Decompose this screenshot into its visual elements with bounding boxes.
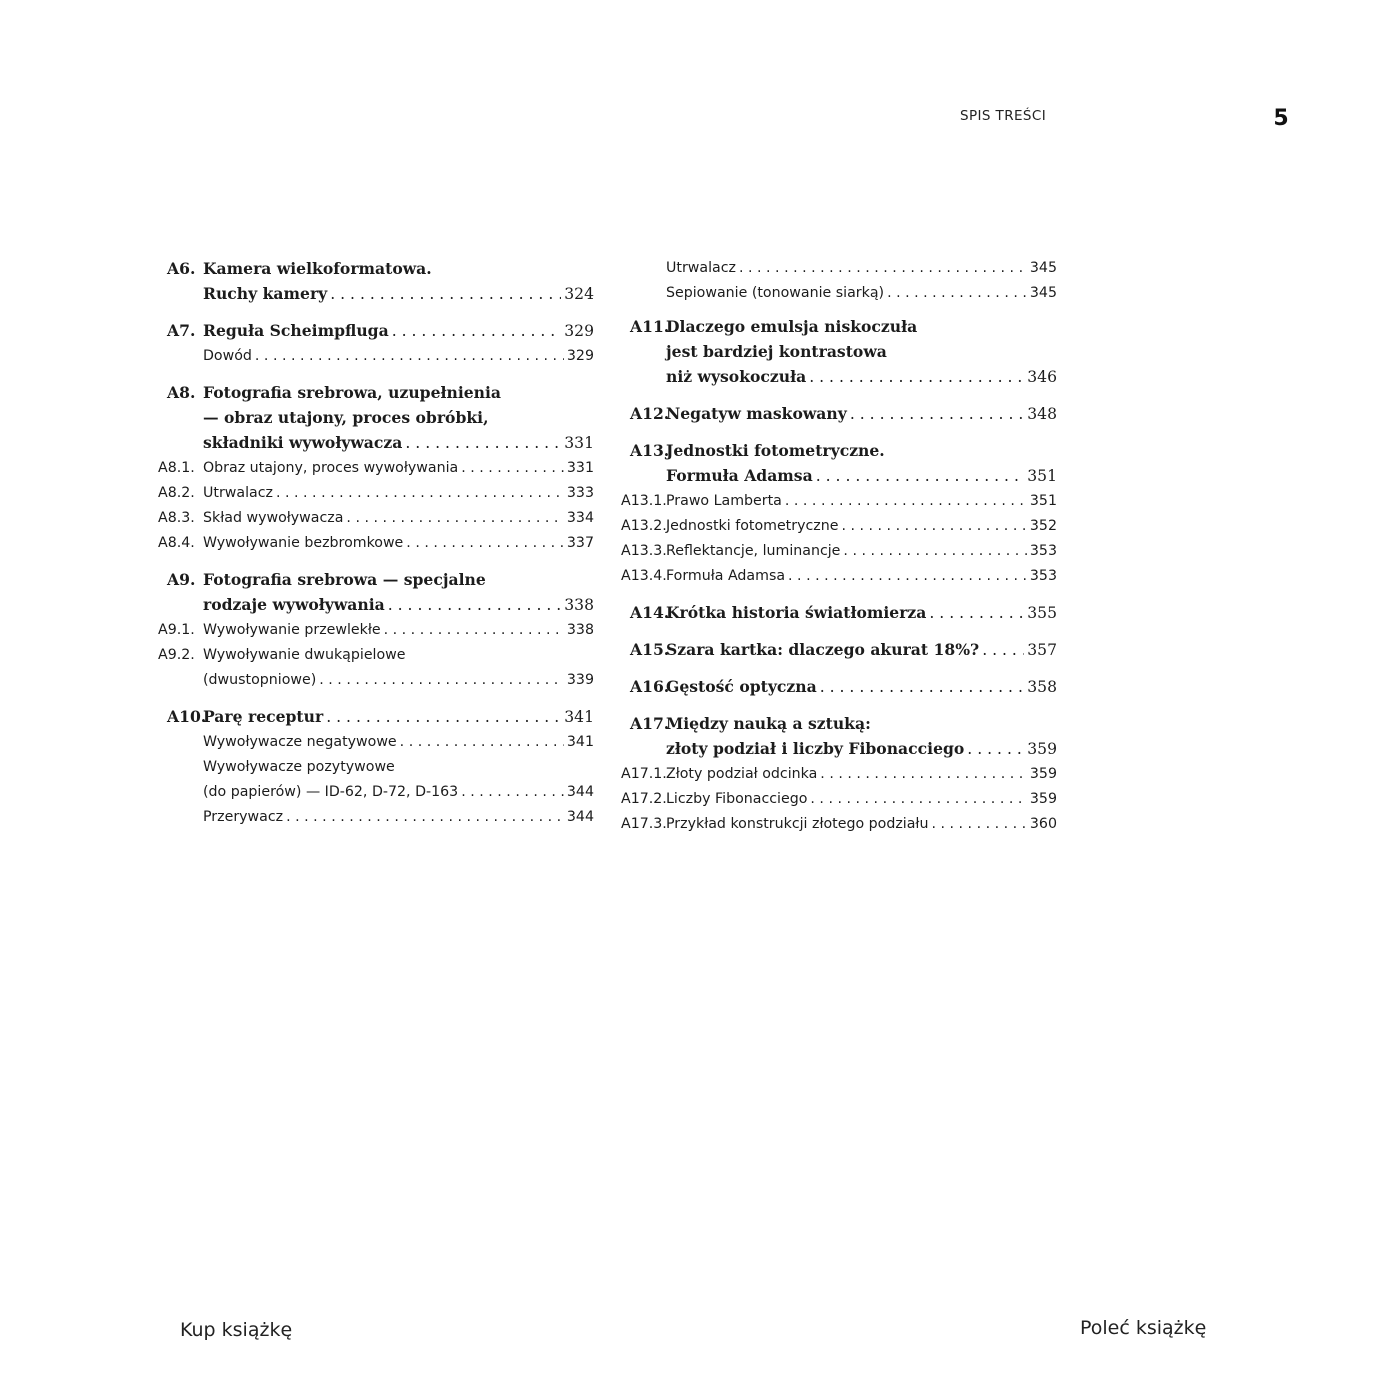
toc-entry-number: A8.2. (158, 485, 195, 501)
toc-entry-number: A9.1. (158, 622, 195, 638)
dot-leader (788, 564, 1027, 589)
toc-page-number: 341 (564, 708, 594, 726)
toc-left-column (158, 256, 594, 830)
toc-entry-title: (do papierów) — ID-62, D-72, D-163 (203, 784, 459, 800)
toc-entry-number: A17. (630, 714, 670, 733)
toc-entry-title: Wywoływacze negatywowe (203, 734, 397, 750)
toc-entry-a14[interactable] (621, 600, 1057, 626)
dot-leader (931, 812, 1026, 837)
toc-entry-number: A8.4. (158, 535, 195, 551)
dot-leader (276, 481, 564, 506)
toc-entry-title: Fotografia srebrowa, uzupełnienia (203, 383, 502, 402)
toc-entry-title: Wywoływanie bezbromkowe (203, 535, 404, 551)
toc-page-number: 359 (1029, 766, 1057, 782)
toc-entry-a8[interactable] (158, 380, 594, 456)
toc-page-number: 329 (566, 348, 594, 364)
toc-entry-title: Wywoływacze pozytywowe (203, 759, 395, 775)
toc-entry-number: A17.3. (621, 816, 667, 832)
toc-subentry[interactable] (158, 730, 594, 755)
dot-leader (406, 531, 564, 556)
toc-entry-a6[interactable] (158, 256, 594, 307)
toc-entry-title: jest bardziej kontrastowa (666, 342, 887, 361)
toc-entry-title: Utrwalacz (203, 485, 273, 501)
toc-subentry[interactable] (158, 805, 594, 830)
dot-leader (820, 762, 1027, 787)
dot-leader (887, 281, 1027, 306)
toc-entry-number: A17.1. (621, 766, 667, 782)
toc-entry-title: Wywoływanie przewlekłe (203, 622, 381, 638)
dot-leader (405, 431, 561, 456)
toc-page-number: 357 (1027, 641, 1057, 659)
toc-subentry[interactable] (621, 281, 1057, 306)
toc-entry-title: Liczby Fibonacciego (666, 791, 808, 807)
toc-entry-number: A13.3. (621, 543, 667, 559)
toc-page-number: 348 (1027, 405, 1057, 423)
dot-leader (967, 737, 1024, 762)
toc-entry-title: Utrwalacz (666, 260, 736, 276)
toc-page-number: 353 (1029, 568, 1057, 584)
dot-leader (286, 805, 564, 830)
toc-entry-title: Wywoływanie dwukąpielowe (203, 647, 406, 663)
toc-entry-a7[interactable] (158, 318, 594, 344)
toc-entry-title: (dwustopniowe) (203, 672, 317, 688)
toc-entry-title: Złoty podział odcinka (666, 766, 818, 782)
running-header: SPIS TREŚCI (960, 108, 1047, 124)
toc-entry-title: — obraz utajony, proces obróbki, (203, 408, 489, 427)
toc-entry-number: A9. (167, 570, 196, 589)
toc-subentry[interactable] (158, 506, 594, 531)
toc-entry-a15[interactable] (621, 637, 1057, 663)
toc-page-number: 359 (1027, 740, 1057, 758)
toc-entry-number: A15. (630, 640, 670, 659)
toc-entry-number: A8. (167, 383, 196, 402)
toc-entry-title: Dlaczego emulsja niskoczuła (666, 317, 918, 336)
toc-page-number: 345 (1029, 260, 1057, 276)
toc-entry-title: Fotografia srebrowa — specjalne (203, 570, 486, 589)
dot-leader (929, 601, 1024, 626)
toc-subentry[interactable] (158, 618, 594, 643)
recommend-book-link[interactable]: Poleć książkę (1080, 1317, 1207, 1339)
dot-leader (841, 514, 1026, 539)
toc-entry-title: Sepiowanie (tonowanie siarką) (666, 285, 885, 301)
dot-leader (326, 705, 561, 730)
toc-page-number: 331 (566, 460, 594, 476)
toc-entry-title: Reflektancje, luminancje (666, 543, 841, 559)
toc-page-number: 353 (1029, 543, 1057, 559)
toc-entry-number: A13. (630, 441, 670, 460)
toc-page-number: 337 (566, 535, 594, 551)
toc-entry-title: Kamera wielkoformatowa. (203, 259, 432, 278)
toc-page-number: 344 (566, 809, 594, 825)
dot-leader (400, 730, 564, 755)
toc-entry-number: A7. (167, 321, 196, 340)
toc-entry-title: Przerywacz (203, 809, 284, 825)
toc-page-number: 329 (564, 322, 594, 340)
toc-entry-title: Parę receptur (203, 707, 324, 726)
dot-leader (319, 668, 564, 693)
dot-leader (384, 618, 564, 643)
dot-leader (810, 787, 1027, 812)
toc-subentry[interactable] (158, 456, 594, 481)
toc-entry-a12[interactable] (621, 401, 1057, 427)
toc-page-number: 359 (1029, 791, 1057, 807)
toc-entry-number: A13.2. (621, 518, 667, 534)
toc-entry-number: A13.4. (621, 568, 667, 584)
toc-subentry[interactable] (621, 762, 1057, 787)
toc-entry-title: Gęstość optyczna (666, 677, 817, 696)
toc-page-number: 351 (1029, 493, 1057, 509)
dot-leader (820, 675, 1025, 700)
toc-entry-number: A12. (630, 404, 670, 423)
toc-entry-title: Negatyw maskowany (666, 404, 847, 423)
dot-leader (255, 344, 564, 369)
toc-entry-title: Formuła Adamsa (666, 466, 813, 485)
toc-page-number: 338 (564, 596, 594, 614)
toc-subentry[interactable] (158, 531, 594, 556)
toc-entry-number: A6. (167, 259, 196, 278)
toc-entry-title: Ruchy kamery (203, 284, 328, 303)
toc-right-column (621, 256, 1057, 837)
toc-entry-a9[interactable] (158, 567, 594, 618)
toc-entry-title: Prawo Lamberta (666, 493, 782, 509)
toc-entry-title: złoty podział i liczby Fibonacciego (666, 739, 965, 758)
toc-subentry[interactable] (621, 564, 1057, 589)
toc-entry-title: Skład wywoływacza (203, 510, 344, 526)
toc-entry-number: A9.2. (158, 647, 195, 663)
toc-entry-number: A14. (630, 603, 670, 622)
toc-entry-number: A13.1. (621, 493, 667, 509)
toc-page-number: 345 (1029, 285, 1057, 301)
toc-page-number: 355 (1027, 604, 1057, 622)
toc-entry-number: A8.3. (158, 510, 195, 526)
toc-subentry[interactable] (621, 812, 1057, 837)
dot-leader (982, 638, 1024, 663)
toc-page-number: 346 (1027, 368, 1057, 386)
dot-leader (850, 402, 1024, 427)
toc-entry-title: Obraz utajony, proces wywoływania (203, 460, 459, 476)
dot-leader (843, 539, 1026, 564)
toc-entry-title: Dowód (203, 348, 252, 364)
toc-entry-number: A8.1. (158, 460, 195, 476)
page-number: 5 (1273, 106, 1289, 131)
toc-entry-title: Przykład konstrukcji złotego podziału (666, 816, 929, 832)
toc-page-number: 351 (1027, 467, 1057, 485)
toc-entry-a16[interactable] (621, 674, 1057, 700)
dot-leader (816, 464, 1025, 489)
buy-book-link[interactable]: Kup książkę (180, 1319, 293, 1341)
toc-subentry[interactable] (621, 539, 1057, 564)
toc-entry-title: Jednostki fotometryczne (666, 518, 839, 534)
toc-page-number: 360 (1029, 816, 1057, 832)
toc-page-number: 333 (566, 485, 594, 501)
toc-entry-title: Krótka historia światłomierza (666, 603, 927, 622)
dot-leader (346, 506, 563, 531)
toc-entry-number: A11. (630, 317, 670, 336)
toc-entry-number: A17.2. (621, 791, 667, 807)
toc-page-number: 352 (1029, 518, 1057, 534)
dot-leader (461, 780, 564, 805)
toc-entry-number: A16. (630, 677, 670, 696)
dot-leader (739, 256, 1027, 281)
toc-subentry[interactable] (158, 344, 594, 369)
toc-entry-title: rodzaje wywoływania (203, 595, 385, 614)
toc-entry-number: A10. (167, 707, 207, 726)
dot-leader (388, 593, 562, 618)
toc-page-number: 358 (1027, 678, 1057, 696)
toc-entry-title: Reguła Scheimpfluga (203, 321, 389, 340)
toc-entry-title: niż wysokoczuła (666, 367, 807, 386)
toc-subentry[interactable] (621, 489, 1057, 514)
toc-entry-title: Szara kartka: dlaczego akurat 18%? (666, 640, 980, 659)
dot-leader (461, 456, 564, 481)
toc-entry-title: Między nauką a sztuką: (666, 714, 871, 733)
toc-subentry[interactable] (158, 481, 594, 506)
toc-entry-title: składniki wywoływacza (203, 433, 403, 452)
toc-page-number: 324 (564, 285, 594, 303)
toc-subentry[interactable] (621, 256, 1057, 281)
toc-entry-a10[interactable] (158, 704, 594, 730)
toc-page-number: 338 (566, 622, 594, 638)
toc-subentry[interactable] (621, 787, 1057, 812)
toc-entry-title: Formuła Adamsa (666, 568, 786, 584)
dot-leader (330, 282, 561, 307)
toc-subentry[interactable] (158, 755, 594, 805)
toc-page-number: 341 (566, 734, 594, 750)
toc-subentry[interactable] (621, 514, 1057, 539)
toc-entry-title: Jednostki fotometryczne. (666, 441, 885, 460)
toc-page-number: 334 (566, 510, 594, 526)
toc-entry-a17[interactable] (621, 711, 1057, 762)
dot-leader (809, 365, 1024, 390)
dot-leader (785, 489, 1027, 514)
dot-leader (392, 319, 562, 344)
toc-page-number: 331 (564, 434, 594, 452)
toc-page-number: 339 (566, 672, 594, 688)
toc-page-number: 344 (566, 784, 594, 800)
toc-entry-a11[interactable] (621, 314, 1057, 390)
toc-subentry[interactable] (158, 643, 594, 693)
toc-entry-a13[interactable] (621, 438, 1057, 489)
